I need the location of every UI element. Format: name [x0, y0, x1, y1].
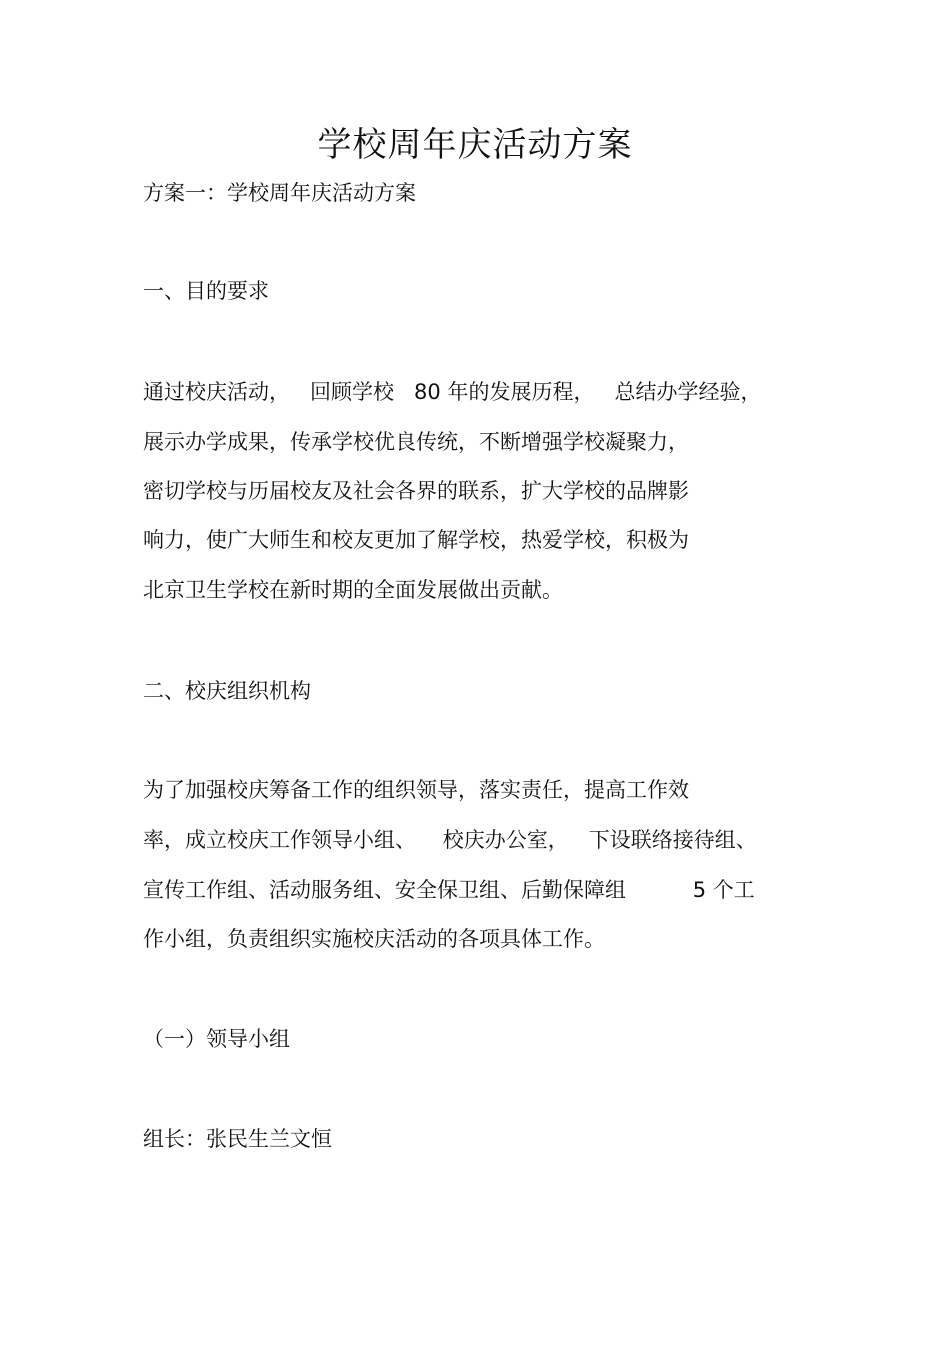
paragraph-line: 响力，使广大师生和校友更加了解学校，热爱学校，积极为 — [143, 528, 689, 552]
subsection-heading-leadership: （一）领导小组 — [143, 1027, 290, 1051]
paragraph-line: 通过校庆活动， 回顾学校 80 年的发展历程， 总结办学经验， — [143, 380, 762, 404]
paragraph-line: 为了加强校庆筹备工作的组织领导，落实责任，提高工作效 — [143, 778, 689, 802]
leader-line: 组长：张民生兰文恒 — [143, 1127, 332, 1151]
paragraph-line: 展示办学成果，传承学校优良传统，不断增强学校凝聚力， — [143, 430, 689, 454]
paragraph-line: 北京卫生学校在新时期的全面发展做出贡献。 — [143, 578, 563, 602]
section-heading-purpose: 一、目的要求 — [143, 279, 269, 303]
paragraph-line: 密切学校与历届校友及社会各界的联系，扩大学校的品牌影 — [143, 479, 689, 503]
paragraph-line: 作小组，负责组织实施校庆活动的各项具体工作。 — [143, 927, 605, 951]
section-heading-organization: 二、校庆组织机构 — [143, 679, 311, 703]
paragraph-line: 率，成立校庆工作领导小组、 校庆办公室， 下设联络接待组、 — [143, 828, 757, 852]
document-title: 学校周年庆活动方案 — [317, 125, 633, 165]
paragraph-line: 宣传工作组、活动服务组、安全保卫组、后勤保障组 5 个工 — [143, 878, 755, 902]
document-subtitle: 方案一：学校周年庆活动方案 — [143, 181, 416, 205]
